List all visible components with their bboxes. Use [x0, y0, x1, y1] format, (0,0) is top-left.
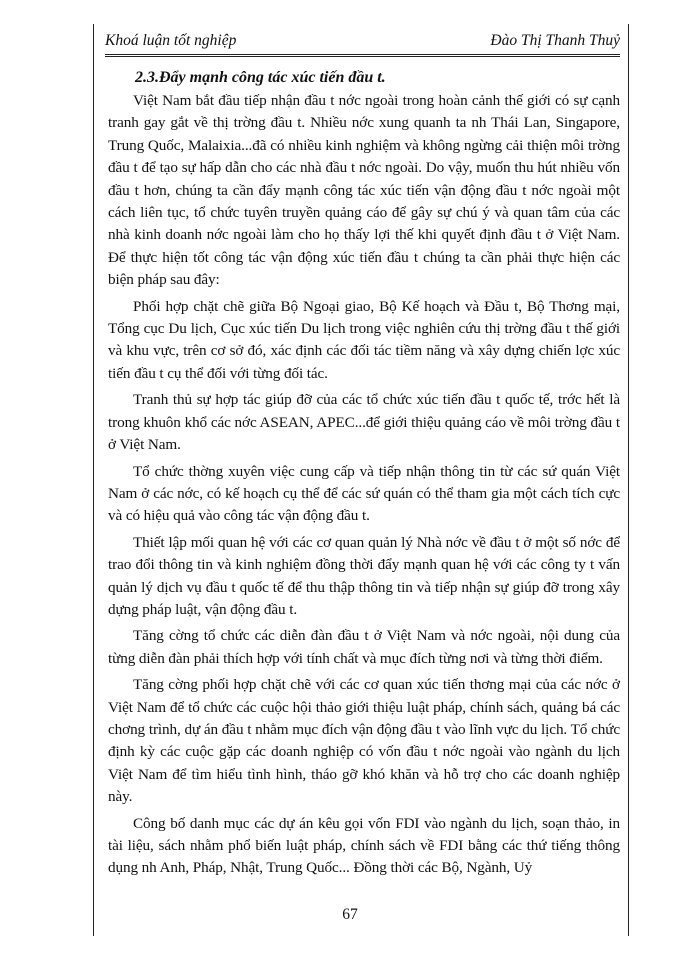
header-author: Đào Thị Thanh Thuỷ: [490, 32, 620, 49]
paragraph-state-relations: Thiết lập mối quan hệ với các cơ quan quản lý Nhà nớc về đầu t ở một số nớc để trao đổi thông tin và kinh nghiệm đồng thời đẩy mạnh quan hệ với các công ty t vấn quản lý dịch vụ đầu t quốc tế để thu thập thông tin và tiếp nhận sự giúp đỡ trong xây dựng pháp luật, vận động đầu t.: [108, 533, 620, 618]
paragraph-project-publication: Công bố danh mục các dự án kêu gọi vốn FDI vào ngành du lịch, soạn thảo, in tài liệu, sách nhằm phổ biến luật pháp, chính sách về FDI bằng các thứ tiếng thông dụng nh Anh, Pháp, Nhật, Trung Quốc... Đồng thời các Bộ, Ngành, Uỷ: [108, 814, 620, 877]
paragraph-intro: Việt Nam bắt đầu tiếp nhận đầu t nớc ngoài trong hoàn cảnh thế giới có sự cạnh tranh gay gắt về thị trờng đầu t. Nhiều nớc xung quanh ta nh Thái Lan, Singapore, Trung Quốc, Malaixia...đã có nhiều kinh nghiệm và không ngừng cải thiện môi trờng đầu t để tạo sự hấp dẫn cho các nhà đầu t nớc ngoài. Do vậy, muốn thu hút nhiều vốn đầu t hơn, chúng ta cần đẩy mạnh công tác xúc tiến vận động đầu t nớc ngoài một cách liên tục, tổ chức tuyên truyền quảng cáo để gây sự chú ý và quan tâm của các nhà kinh doanh nớc ngoài làm cho họ thấy lợi thế khi quyết định đầu t ở Việt Nam. Để thực hiện tốt công tác vận động xúc tiến đầu t chúng ta cần phải thực hiện các biện pháp sau đây:: [108, 92, 620, 289]
header-left-title: Khoá luận tốt nghiệp: [105, 32, 237, 49]
paragraph-coordination: Phối hợp chặt chẽ giữa Bộ Ngoại giao, Bộ Kế hoạch và Đầu t, Bộ Thơng mại, Tổng cục Du lịch, Cục xúc tiến Du lịch trong việc nghiên cứu thị trờng đầu t thế giới và khu vực, trên cơ sở đó, xác định các đối tác tiềm năng và xây dựng chiến lợc xúc tiến đầu t cụ thể đối với từng đối tác.: [108, 297, 620, 382]
page-number: 67: [342, 906, 358, 923]
document-body: [108, 66, 620, 884]
paragraph-international-cooperation: Tranh thủ sự hợp tác giúp đỡ của các tổ chức xúc tiến đầu t quốc tế, trớc hết là trong khuôn khổ các nớc ASEAN, APEC...để giới thiệu quảng cáo về môi trờng đầu t ở Việt Nam.: [108, 391, 620, 454]
page-header: [105, 32, 620, 57]
paragraph-investment-forums: Tăng cờng tổ chức các diễn đàn đầu t ở Việt Nam và nớc ngoài, nội dung của từng diễn đàn phải thích hợp với tính chất và mục đích từng nơi và từng thời điểm.: [108, 627, 620, 667]
paragraph-trade-promotion: Tăng cờng phối hợp chặt chẽ với các cơ quan xúc tiến thơng mại của các nớc ở Việt Nam để tổ chức các cuộc hội thảo giới thiệu luật pháp, chính sách, quảng bá các chơng trình, dự án đầu t nhằm mục đích vận động đầu t vào lĩnh vực du lịch. Tổ chức định kỳ các cuộc gặp các doanh nghiệp có vốn đầu t nớc ngoài vào ngành du lịch Việt Nam để tìm hiểu tình hình, tháo gỡ khó khăn và hỗ trợ cho các doanh nghiệp này.: [108, 676, 620, 806]
section-title: 2.3.Đẩy mạnh công tác xúc tiến đầu t.: [135, 69, 386, 86]
paragraph-embassy-information: Tổ chức thờng xuyên việc cung cấp và tiếp nhận thông tin từ các sứ quán Việt Nam ở các nớc, có kế hoạch cụ thể để các sứ quán có thể tham gia một cách tích cực và có hiệu quả vào công tác vận động đầu t.: [108, 462, 620, 525]
